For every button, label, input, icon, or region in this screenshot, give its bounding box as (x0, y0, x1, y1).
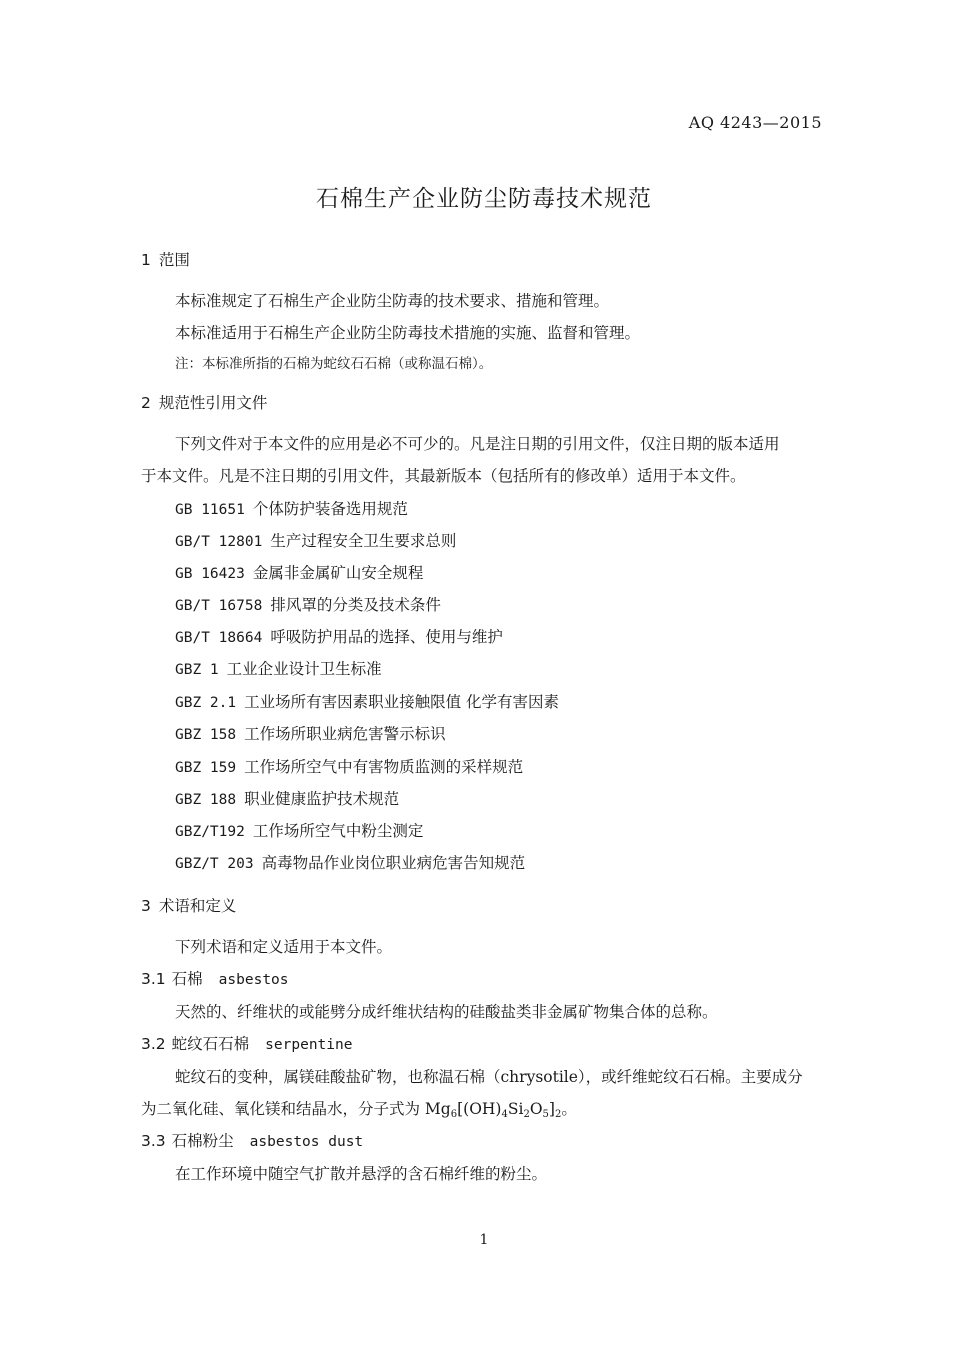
reference-code: GBZ/T 203 (175, 856, 254, 872)
reference-name: 工作场所空气中粉尘测定 (252, 822, 424, 840)
formula-subscript: 4 (501, 1109, 508, 1120)
section-3-heading (141, 896, 236, 916)
section-1-heading (141, 250, 190, 270)
formula-part: [(OH) (457, 1100, 502, 1118)
definition-text: 为二氧化硅、氧化镁和结晶水，分子式为 Mg (141, 1100, 451, 1118)
reference-name: 高毒物品作业岗位职业病危害告知规范 (261, 854, 526, 872)
reference-name: 工作场所空气中有害物质监测的采样规范 (244, 758, 524, 776)
term-english: asbestos dust (249, 1134, 364, 1150)
reference-code: GBZ 2.1 (175, 695, 237, 711)
reference-code: GB/T 12801 (175, 534, 263, 550)
reference-name: 个体防护装备选用规范 (252, 500, 408, 518)
reference-item (175, 757, 523, 778)
reference-item (175, 853, 525, 874)
section-number: 2 (141, 394, 151, 412)
section-number: 3 (141, 897, 151, 915)
paragraph-continuation: 于本文件。凡是不注日期的引用文件，其最新版本（包括所有的修改单）适用于本文件。 (141, 467, 746, 485)
term-chinese: 蛇纹石石棉 (171, 1035, 250, 1053)
term-chinese: 石棉 (171, 970, 203, 988)
term-english: serpentine (265, 1037, 353, 1053)
paragraph: 本标准规定了石棉生产企业防尘防毒的技术要求、措施和管理。 (175, 292, 610, 310)
term-3-1 (141, 969, 289, 990)
page-number: 1 (479, 1232, 489, 1248)
reference-code: GBZ 188 (175, 792, 237, 808)
formula-end: 。 (561, 1100, 577, 1118)
note: 注：本标准所指的石棉为蛇纹石石棉（或称温石棉）。 (175, 356, 493, 372)
reference-item (175, 692, 559, 713)
formula-part: Si (507, 1100, 524, 1118)
term-english: asbestos (218, 972, 289, 988)
reference-name: 金属非金属矿山安全规程 (252, 564, 424, 582)
reference-name: 工业场所有害因素职业接触限值 化学有害因素 (244, 693, 560, 711)
term-number: 3.1 (141, 970, 166, 988)
formula-subscript: 5 (542, 1109, 549, 1120)
reference-item (175, 595, 441, 616)
paragraph: 下列文件对于本文件的应用是必不可少的。凡是注日期的引用文件，仅注日期的版本适用 (175, 435, 780, 453)
term-3-3 (141, 1131, 363, 1152)
term-definition: 在工作环境中随空气扩散并悬浮的含石棉纤维的粉尘。 (175, 1165, 548, 1183)
formula-subscript: 6 (450, 1109, 458, 1120)
reference-code: GBZ 159 (175, 760, 237, 776)
reference-code: GB 11651 (175, 502, 245, 518)
section-title: 范围 (158, 251, 190, 269)
section-2-heading (141, 393, 267, 413)
reference-item (175, 659, 382, 680)
formula-subscript: 2 (523, 1109, 530, 1120)
section-number: 1 (141, 251, 151, 269)
reference-code: GBZ/T192 (175, 824, 245, 840)
reference-code: GBZ 158 (175, 727, 237, 743)
reference-item (175, 724, 446, 745)
reference-name: 工作场所职业病危害警示标识 (244, 725, 446, 743)
term-definition: 天然的、纤维状的或能劈分成纤维状结构的硅酸盐类非金属矿物集合体的总称。 (175, 1003, 718, 1021)
term-definition: 蛇纹石的变种，属镁硅酸盐矿物，也称温石棉（chrysotile），或纤维蛇纹石石棉。主要成分 (175, 1068, 803, 1086)
reference-item (175, 563, 423, 584)
term-definition-continuation (141, 1099, 577, 1119)
standard-code: AQ 4243—2015 (688, 113, 822, 132)
reference-item (175, 531, 456, 552)
formula-part: ] (548, 1100, 555, 1118)
term-chinese: 石棉粉尘 (171, 1132, 234, 1150)
term-3-2 (141, 1034, 352, 1055)
reference-code: GBZ 1 (175, 662, 219, 678)
document-title: 石棉生产企业防尘防毒技术规范 (316, 186, 652, 212)
reference-name: 职业健康监护技术规范 (244, 790, 400, 808)
reference-name: 排风罩的分类及技术条件 (270, 596, 441, 614)
reference-name: 呼吸防护用品的选择、使用与维护 (270, 628, 503, 646)
formula-part: O (529, 1100, 543, 1118)
reference-code: GB/T 18664 (175, 630, 263, 646)
term-number: 3.2 (141, 1035, 166, 1053)
section-title: 术语和定义 (158, 897, 237, 915)
reference-name: 工业企业设计卫生标准 (226, 660, 382, 678)
paragraph: 下列术语和定义适用于本文件。 (175, 938, 393, 956)
paragraph: 本标准适用于石棉生产企业防尘防毒技术措施的实施、监督和管理。 (175, 324, 641, 342)
term-number: 3.3 (141, 1132, 166, 1150)
reference-item (175, 499, 408, 520)
formula-subscript: 2 (554, 1109, 562, 1120)
reference-item (175, 627, 503, 648)
section-title: 规范性引用文件 (158, 394, 268, 412)
reference-name: 生产过程安全卫生要求总则 (270, 532, 457, 550)
reference-code: GB/T 16758 (175, 598, 263, 614)
reference-code: GB 16423 (175, 566, 245, 582)
reference-item (175, 789, 399, 810)
reference-item (175, 821, 423, 842)
